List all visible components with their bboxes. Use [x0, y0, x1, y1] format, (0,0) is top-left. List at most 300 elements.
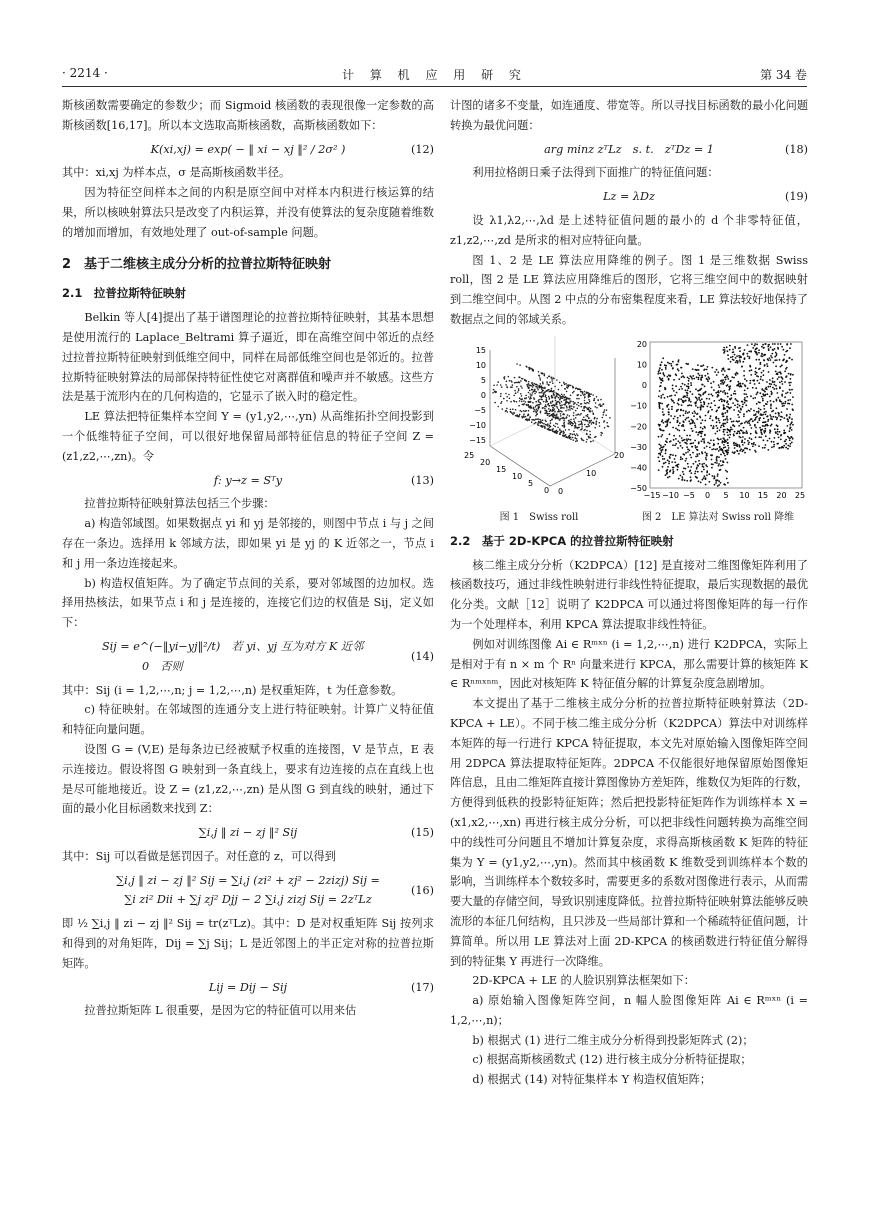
data-point [772, 343, 774, 345]
data-point [781, 447, 783, 449]
data-point [778, 376, 780, 378]
data-point [768, 371, 770, 373]
data-point [699, 431, 701, 433]
data-point [775, 351, 777, 353]
data-point [547, 377, 549, 379]
page-number: · 2214 · [62, 66, 108, 80]
data-point [757, 421, 759, 423]
data-point [789, 384, 791, 386]
data-point [563, 413, 565, 415]
data-point [769, 437, 771, 439]
data-point [702, 419, 704, 421]
data-point [675, 438, 677, 440]
data-point [565, 401, 567, 403]
data-point [697, 434, 699, 436]
data-point [779, 381, 781, 383]
data-point [689, 434, 691, 436]
data-point [718, 384, 720, 386]
data-point [713, 425, 715, 427]
data-point [774, 437, 776, 439]
data-point [718, 417, 720, 419]
data-point [538, 371, 540, 373]
data-point [532, 392, 534, 394]
data-point [698, 378, 700, 380]
axis-box [490, 350, 615, 486]
data-point [682, 458, 684, 460]
data-point [694, 445, 696, 447]
data-point [701, 365, 703, 367]
data-point [733, 442, 735, 444]
data-point [700, 388, 702, 390]
data-point [534, 408, 536, 410]
data-point [588, 399, 590, 401]
data-point [664, 387, 666, 389]
data-point [774, 343, 776, 345]
data-point [518, 389, 520, 391]
data-point [546, 412, 548, 414]
data-point [734, 430, 736, 432]
equation-12: K(xi,xj) = exp( − ‖ xi − xj ‖² / 2σ² ) (12) [150, 142, 434, 156]
data-point [727, 392, 729, 394]
data-point [722, 391, 724, 393]
data-point [715, 448, 717, 450]
data-point [777, 428, 779, 430]
data-point [659, 390, 661, 392]
data-point [674, 458, 676, 460]
data-point [790, 392, 792, 394]
data-point [734, 447, 736, 449]
data-point [695, 403, 697, 405]
data-point [545, 394, 547, 396]
data-point [573, 415, 575, 417]
data-point [713, 389, 715, 391]
data-point [776, 388, 778, 390]
data-point [671, 461, 673, 463]
data-point [577, 394, 579, 396]
data-point [665, 452, 667, 454]
data-point [573, 418, 575, 420]
data-point [539, 377, 541, 379]
data-point [733, 452, 735, 454]
data-point [703, 403, 705, 405]
data-point [744, 447, 746, 449]
data-point [569, 398, 571, 400]
data-point [758, 419, 760, 421]
data-point [790, 443, 792, 445]
data-point [536, 404, 538, 406]
data-point [542, 381, 544, 383]
data-point [766, 388, 768, 390]
data-point [667, 459, 669, 461]
data-point [789, 399, 791, 401]
data-point [559, 381, 561, 383]
data-point [727, 400, 729, 402]
data-point [789, 417, 791, 419]
data-point [770, 403, 772, 405]
data-point [709, 417, 711, 419]
data-point [556, 393, 558, 395]
data-point [733, 433, 735, 435]
data-point [739, 359, 741, 361]
data-point [713, 381, 715, 383]
data-point [787, 420, 789, 422]
data-point [769, 385, 771, 387]
data-point [711, 454, 713, 456]
data-point [588, 396, 590, 398]
data-point [681, 476, 683, 478]
data-point [587, 392, 589, 394]
header-rule [62, 86, 807, 87]
data-point [536, 413, 538, 415]
data-point [707, 378, 709, 380]
data-point [569, 421, 571, 423]
data-point [691, 378, 693, 380]
figure-2-caption: 图 2 LE 算法对 Swiss roll 降维 [641, 511, 795, 523]
data-point [765, 444, 767, 446]
running-header [62, 66, 807, 86]
data-point [672, 367, 674, 369]
data-point [717, 443, 719, 445]
data-point [500, 402, 502, 404]
data-point [519, 397, 521, 399]
data-point [781, 380, 783, 382]
data-point [742, 436, 744, 438]
data-point [552, 413, 554, 415]
data-point [752, 397, 754, 399]
data-point [695, 461, 697, 463]
data-point [787, 448, 789, 450]
data-point [540, 398, 542, 400]
data-point [742, 444, 744, 446]
data-point [552, 401, 554, 403]
data-point [537, 387, 539, 389]
data-point [737, 450, 739, 452]
data-point [751, 369, 753, 371]
data-point [751, 418, 753, 420]
data-point [775, 365, 777, 367]
data-point [571, 405, 573, 407]
data-point [778, 436, 780, 438]
subsection-heading: 2.2 基于 2D-KPCA 的拉普拉斯特征映射 [450, 533, 674, 548]
data-point [712, 395, 714, 397]
data-point [694, 422, 696, 424]
data-point [767, 401, 769, 403]
data-point [578, 405, 580, 407]
data-point [673, 402, 675, 404]
data-point [755, 387, 757, 389]
data-point [711, 386, 713, 388]
data-point [720, 383, 722, 385]
data-point [720, 438, 722, 440]
data-point [695, 388, 697, 390]
paragraph: d) 根据式 (14) 对特征集样本 Y 构造权值矩阵； [472, 1073, 712, 1087]
data-point [718, 438, 720, 440]
data-point [723, 406, 725, 408]
data-point [685, 467, 687, 469]
data-point [583, 416, 585, 418]
data-point [576, 398, 578, 400]
data-point [707, 380, 709, 382]
data-point [702, 478, 704, 480]
data-point [734, 404, 736, 406]
data-point [545, 406, 547, 408]
paragraph: b) 构造权值矩阵。为了确定节点间的关系，要对邻域图的边加权。选择用热核法，如果节点 i 和 j 是连接的，连接它们边的权值是 Sij，定义如下： [62, 576, 434, 630]
data-point [507, 411, 509, 413]
data-point [749, 370, 751, 372]
data-point [518, 405, 520, 407]
data-point [689, 390, 691, 392]
figure-1-caption: 图 1 Swiss roll [499, 511, 579, 523]
data-point [736, 355, 738, 357]
data-point [729, 433, 731, 435]
data-point [725, 378, 727, 380]
data-point [512, 408, 514, 410]
data-point [688, 411, 690, 413]
data-point [723, 430, 725, 432]
data-point [550, 420, 552, 422]
data-point [682, 447, 684, 449]
data-point [754, 383, 756, 385]
data-point [698, 480, 700, 482]
data-point [672, 444, 674, 446]
data-point [769, 432, 771, 434]
data-point [786, 414, 788, 416]
data-point [572, 433, 574, 435]
data-point [738, 425, 740, 427]
data-point [579, 414, 581, 416]
data-point [779, 371, 781, 373]
data-point [662, 393, 664, 395]
data-point [520, 410, 522, 412]
data-point [724, 446, 726, 448]
data-point [776, 407, 778, 409]
data-point [520, 385, 522, 387]
data-point [664, 443, 666, 445]
data-point [669, 375, 671, 377]
data-point [591, 410, 593, 412]
data-point [715, 482, 717, 484]
data-point [663, 422, 665, 424]
data-point [779, 386, 781, 388]
data-point [750, 379, 752, 381]
data-point [705, 464, 707, 466]
data-point [756, 432, 758, 434]
data-point [586, 420, 588, 422]
plot-frame [650, 342, 802, 488]
data-point [532, 386, 534, 388]
data-point [749, 382, 751, 384]
data-point [697, 406, 699, 408]
data-point [741, 400, 743, 402]
data-point [726, 477, 728, 479]
data-point [751, 443, 753, 445]
data-point [705, 458, 707, 460]
data-point [500, 393, 502, 395]
data-point [664, 364, 666, 366]
data-point [677, 466, 679, 468]
data-point [727, 439, 729, 441]
data-point [667, 376, 669, 378]
data-point [659, 428, 661, 430]
data-point [521, 387, 523, 389]
data-point [672, 384, 674, 386]
data-point [690, 476, 692, 478]
data-point [576, 433, 578, 435]
data-point [703, 468, 705, 470]
data-point [715, 480, 717, 482]
data-point [543, 395, 545, 397]
data-point [510, 408, 512, 410]
paragraph: 利用拉格朗日乘子法得到下面推广的特征值问题： [472, 166, 719, 180]
data-point [744, 402, 746, 404]
data-point [670, 469, 672, 471]
data-point [777, 373, 779, 375]
data-point [789, 424, 791, 426]
data-point [688, 377, 690, 379]
data-point [707, 405, 709, 407]
data-point [730, 418, 732, 420]
data-point [566, 386, 568, 388]
data-point [723, 425, 725, 427]
data-point [701, 470, 703, 472]
data-point [754, 419, 756, 421]
z-tick-label: 15 [475, 345, 486, 355]
data-point [580, 423, 582, 425]
data-point [677, 361, 679, 363]
data-point [744, 441, 746, 443]
data-point [690, 469, 692, 471]
data-point [553, 408, 555, 410]
data-point [577, 434, 579, 436]
data-point [662, 455, 664, 457]
data-point [706, 471, 708, 473]
data-point [715, 417, 717, 419]
data-point [554, 405, 556, 407]
data-point [536, 384, 538, 386]
data-point [668, 418, 670, 420]
data-point [590, 434, 592, 436]
data-point [704, 375, 706, 377]
data-point [764, 447, 766, 449]
data-point [718, 465, 720, 467]
data-point [739, 385, 741, 387]
data-point [724, 422, 726, 424]
data-point [733, 420, 735, 422]
data-point [525, 418, 527, 420]
data-point [783, 432, 785, 434]
data-point [561, 401, 563, 403]
data-point [707, 441, 709, 443]
data-point [744, 432, 746, 434]
data-point [707, 411, 709, 413]
data-point [700, 422, 702, 424]
data-point [586, 430, 588, 432]
data-point [680, 445, 682, 447]
data-point [726, 417, 728, 419]
data-point [685, 457, 687, 459]
data-point [534, 423, 536, 425]
data-point [767, 365, 769, 367]
data-point [584, 424, 586, 426]
data-point [735, 361, 737, 363]
data-point [687, 389, 689, 391]
data-point [753, 380, 755, 382]
data-point [735, 442, 737, 444]
y-tick-label: −10 [630, 401, 647, 411]
data-point [786, 408, 788, 410]
data-point [556, 403, 558, 405]
data-point [685, 412, 687, 414]
data-point [680, 456, 682, 458]
data-point [557, 407, 559, 409]
data-point [692, 430, 694, 432]
data-point [744, 438, 746, 440]
data-point [665, 461, 667, 463]
data-point [696, 399, 698, 401]
data-point [494, 402, 496, 404]
data-point [662, 458, 664, 460]
data-point [705, 483, 707, 485]
data-point [575, 434, 577, 436]
data-point [560, 413, 562, 415]
data-point [539, 392, 541, 394]
data-point [690, 404, 692, 406]
data-point [544, 373, 546, 375]
data-point [573, 412, 575, 414]
data-point [725, 469, 727, 471]
data-point [691, 445, 693, 447]
data-point [736, 432, 738, 434]
data-point [723, 433, 725, 435]
data-point [716, 409, 718, 411]
data-point [506, 396, 508, 398]
data-point [565, 436, 567, 438]
data-point [781, 403, 783, 405]
data-point [550, 410, 552, 412]
data-point [729, 407, 731, 409]
data-point [677, 402, 679, 404]
data-point [751, 343, 753, 345]
data-point [503, 398, 505, 400]
data-point [710, 393, 712, 395]
data-point [693, 377, 695, 379]
data-point [788, 372, 790, 374]
data-point [712, 475, 714, 477]
data-point [584, 399, 586, 401]
data-point [721, 400, 723, 402]
data-point [668, 413, 670, 415]
data-point [682, 396, 684, 398]
data-point [570, 436, 572, 438]
data-point [717, 473, 719, 475]
data-point [681, 404, 683, 406]
data-point [778, 412, 780, 414]
data-point [765, 343, 767, 345]
data-point [684, 395, 686, 397]
data-point [771, 410, 773, 412]
data-point [658, 460, 660, 462]
data-point [698, 369, 700, 371]
data-point [692, 419, 694, 421]
data-point [694, 424, 696, 426]
paragraph: 其中：Sij 可以看做是惩罚因子。对任意的 z，可以得到 [62, 849, 336, 863]
data-point [775, 385, 777, 387]
data-point [783, 404, 785, 406]
data-point [528, 383, 530, 385]
data-point [708, 393, 710, 395]
data-point [727, 384, 729, 386]
data-point [549, 375, 551, 377]
